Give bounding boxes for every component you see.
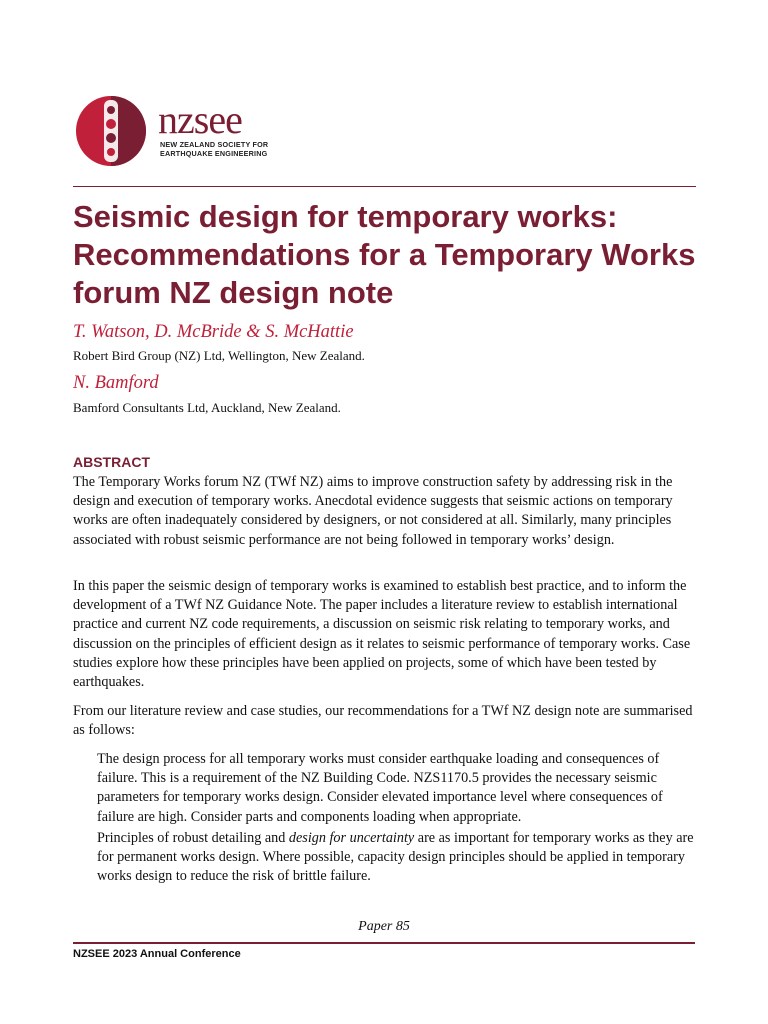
abstract-paragraph: From our literature review and case studies, our recommendations for a TWf NZ design note are summarised as follows: (73, 703, 693, 739)
abstract-paragraph: The Temporary Works forum NZ (TWf NZ) aims to improve construction safety by addressing risk in the design and execution of temporary works. Anecdotal evidence suggests that seismic actions on temporary works are often inadequately considered by designers, or not considered at all. Similarly, many principles associated with robust seismic performance are not being followed in temporary works’ design. (73, 474, 673, 548)
nzsee-logo (76, 96, 276, 171)
recommendation-text: are as important for temporary works as they are for permanent works design. Where possible, capacity design principles should be applied in temporary works design to reduce the risk of brittle failure. (97, 830, 694, 885)
author-names: T. Watson, D. McBride & S. McHattie (73, 322, 354, 342)
logo-subtitle-line1: NEW ZEALAND SOCIETY FOR (160, 140, 269, 149)
abstract-paragraph: In this paper the seismic design of temporary works is examined to establish best practice, and to inform the development of a TWf NZ Guidance Note. The paper includes a literature review to establish international practice and current NZ code requirements, a discussion on seismic risk relating to temporary works, and discussion on the principles of efficient design as it relates to seismic performance of temporary works. Case studies explore how these principles have been applied on projects, some of which have been tested by earthquakes. (73, 578, 691, 691)
conference-name: NZSEE 2023 Annual Conference (73, 948, 241, 960)
author-affiliation: Bamford Consultants Ltd, Auckland, New Zealand. (73, 400, 341, 415)
nzsee-emblem-icon (76, 96, 146, 166)
paper-title: Seismic design for temporary works: Recommendations for a Temporary Works forum NZ design note (73, 199, 696, 310)
logo-wordmark: nzsee (158, 97, 242, 142)
logo-subtitle-line2: EARTHQUAKE ENGINEERING (160, 149, 268, 158)
paper-number: Paper 85 (358, 919, 410, 934)
logo-subtitle (160, 140, 268, 158)
footer-rule (73, 942, 695, 944)
recommendation-item: The design process for all temporary works must consider earthquake loading and consequences of failure. This is a requirement of the NZ Building Code. NZS1170.5 provides the necessary seismic parameters for temporary works design. Consider elevated importance level where consequences of failure are high. Consider parts and components loading when appropriate. (97, 751, 663, 825)
recommendation-text: Principles of robust detailing and (97, 830, 289, 846)
author-affiliation: Robert Bird Group (NZ) Ltd, Wellington, New Zealand. (73, 348, 365, 363)
author-names: N. Bamford (73, 373, 159, 393)
abstract-heading: ABSTRACT (73, 454, 150, 470)
header-rule (73, 186, 696, 187)
recommendation-emphasis: design for uncertainty (288, 830, 415, 846)
recommendation-item (97, 829, 698, 887)
